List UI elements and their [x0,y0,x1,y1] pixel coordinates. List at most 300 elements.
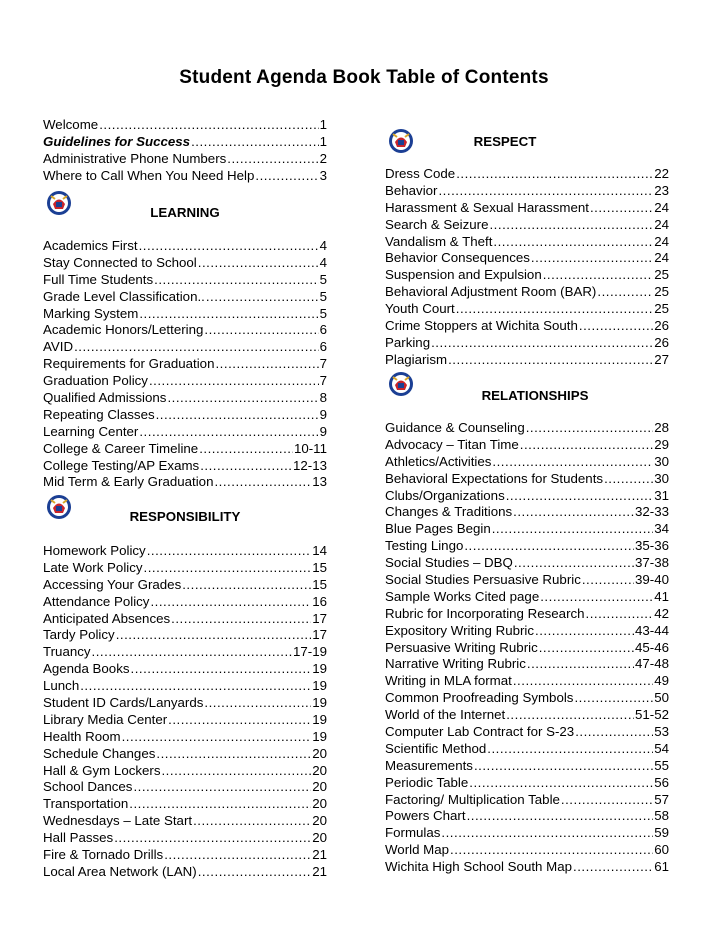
dot-leader [514,555,634,572]
dot-leader [199,441,293,458]
dot-leader [586,606,654,623]
toc-entry-label: Full Time Students [43,271,154,287]
dot-leader [492,454,653,471]
toc-entry-label: World Map [385,842,450,858]
dot-leader [214,474,311,491]
toc-entry [385,284,669,301]
toc-entry-page: 34 [654,521,669,537]
toc-entry [43,474,327,491]
toc-entry [385,589,669,606]
toc-entry [43,306,327,323]
toc-entry-page: 61 [654,859,669,875]
dot-leader [139,424,318,441]
toc-entry-page: 24 [654,216,669,232]
toc-entry [43,407,327,424]
dot-leader [543,267,653,284]
toc-entry-page: 20 [312,779,327,795]
toc-entry-page: 8 [319,390,327,406]
toc-entry-page: 1 [319,133,327,149]
toc-entry-label: Schedule Changes [43,745,156,761]
toc-entry-page: 19 [312,661,327,677]
toc-entry-page: 15 [312,576,327,592]
toc-entry [43,390,327,407]
toc-entry-page: 54 [654,740,669,756]
dot-leader [164,847,311,864]
toc-entry-label: Social Studies – DBQ [385,555,513,571]
toc-entry [43,151,327,168]
toc-entry-page: 13 [312,474,327,490]
toc-learning-list [43,238,327,491]
toc-entry [385,166,669,183]
toc-entry-label: Behavior Consequences [385,250,530,266]
toc-entry [385,673,669,690]
toc-entry [385,267,669,284]
toc-entry [43,594,327,611]
toc-entry-page: 5 [319,305,327,321]
toc-entry-page: 57 [654,791,669,807]
toc-entry [385,842,669,859]
dot-leader [182,577,311,594]
titan-emblem-icon [387,371,415,397]
dot-leader [489,217,653,234]
dot-leader [215,356,318,373]
toc-entry [43,830,327,847]
toc-entry [385,859,669,876]
toc-entry-page: 42 [654,605,669,621]
toc-entry-label: Tardy Policy [43,627,115,643]
toc-entry-label: Health Room [43,728,121,744]
toc-entry [385,623,669,640]
toc-entry [385,420,669,437]
toc-entry-page: 28 [654,420,669,435]
toc-entry-page: 50 [654,690,669,706]
toc-entry [43,796,327,813]
toc-entry [385,572,669,589]
toc-entry-label: Suspension and Expulsion [385,267,542,283]
dot-leader [206,289,319,306]
toc-entry-label: Qualified Admissions [43,390,167,406]
dot-leader [255,168,318,185]
section-title-responsibility: RESPONSIBILITY [129,509,241,524]
dot-leader [520,437,653,454]
dot-leader [539,640,634,657]
toc-entry [43,322,327,339]
dot-leader [139,306,318,323]
toc-entry-label: Periodic Table [385,774,469,790]
dot-leader [149,373,319,390]
dot-leader [171,611,311,628]
dot-leader [513,504,634,521]
toc-responsibility-list [43,543,327,881]
toc-entry-label: Testing Lingo [385,538,464,554]
toc-entry [385,200,669,217]
toc-entry-label: Stay Connected to School [43,254,197,270]
dot-leader [156,407,319,424]
dot-leader [150,594,311,611]
toc-entry-label: Anticipated Absences [43,610,171,626]
dot-leader [168,712,311,729]
dot-leader [526,420,653,437]
toc-entry-page: 19 [312,678,327,694]
toc-entry [43,577,327,594]
toc-entry-page: 7 [319,356,327,372]
toc-entry-page: 25 [654,301,669,317]
toc-entry-label: Administrative Phone Numbers [43,150,227,166]
toc-entry [43,441,327,458]
toc-intro-list [43,117,327,185]
dot-leader [492,521,653,538]
toc-entry [43,238,327,255]
toc-entry-label: Vandalism & Theft [385,233,493,249]
toc-entry-label: College Testing/AP Exams [43,457,200,473]
toc-entry [43,661,327,678]
toc-entry [385,775,669,792]
dot-leader [154,272,318,289]
dot-leader [456,301,653,318]
toc-entry [43,168,327,185]
toc-entry-label: Advocacy – Titan Time [385,436,519,452]
toc-relationships-list [385,420,669,876]
toc-entry-label: Social Studies Persuasive Rubric [385,572,581,588]
toc-entry-label: Sample Works Cited page [385,588,540,604]
dot-leader [133,779,311,796]
toc-entry-page: 24 [654,199,669,215]
toc-entry [385,437,669,454]
toc-entry [385,640,669,657]
toc-entry [43,356,327,373]
dot-leader [561,792,653,809]
toc-entry [385,792,669,809]
dot-leader [114,830,311,847]
dot-leader [441,825,653,842]
toc-entry-label: Truancy [43,644,91,660]
toc-entry-page: 19 [312,711,327,727]
toc-entry [385,825,669,842]
toc-entry [385,741,669,758]
dot-leader [604,471,653,488]
toc-entry [385,352,669,369]
toc-entry [43,373,327,390]
dot-leader [469,775,653,792]
toc-entry-label: Scientific Method [385,740,487,756]
toc-entry-page: 22 [654,166,669,181]
toc-respect-list [385,166,669,369]
toc-entry [385,488,669,505]
toc-entry-label: Crime Stoppers at Wichita South [385,318,578,334]
toc-entry-label: AVID [43,339,74,355]
toc-entry-label: Behavior [385,182,438,198]
toc-entry-page: 49 [654,673,669,689]
toc-entry-page: 9 [319,423,327,439]
toc-entry [385,183,669,200]
dot-leader [198,864,311,881]
toc-entry-label: Learning Center [43,423,139,439]
toc-entry-label: Writing in MLA format [385,673,512,689]
toc-entry-label: Hall & Gym Lockers [43,762,161,778]
toc-entry-page: 51-52 [634,707,669,723]
toc-entry [43,712,327,729]
toc-entry-label: School Dances [43,779,133,795]
toc-entry-label: Persuasive Writing Rubric [385,639,538,655]
dot-leader [531,250,653,267]
dot-leader [99,117,318,134]
section-title-respect: RESPECT [473,134,537,149]
toc-entry-page: 37-38 [634,555,669,571]
toc-entry [385,250,669,267]
toc-entry-page: 53 [654,724,669,740]
toc-entry-label: Library Media Center [43,711,168,727]
toc-entry [43,746,327,763]
toc-entry-label: Guidance & Counseling [385,420,525,435]
toc-entry [43,339,327,356]
toc-entry [385,758,669,775]
toc-entry-page: 19 [312,695,327,711]
toc-entry-label: Common Proofreading Symbols [385,690,574,706]
toc-entry [385,538,669,555]
toc-entry-label: Accessing Your Grades [43,576,182,592]
toc-entry-page: 6 [319,339,327,355]
dot-leader [167,390,318,407]
toc-entry-label: Graduation Policy [43,373,148,389]
dot-leader [122,729,312,746]
toc-entry-label: Mid Term & Early Graduation [43,474,214,490]
toc-entry-page: 31 [654,487,669,503]
page-title: Student Agenda Book Table of Contents [179,67,549,88]
toc-entry [385,301,669,318]
toc-entry-label: Plagiarism [385,351,448,367]
toc-entry-page: 20 [312,830,327,846]
dot-leader [493,234,653,251]
dot-leader [464,538,634,555]
toc-entry-label: Lunch [43,678,80,694]
dot-leader [116,627,312,644]
dot-leader [139,238,319,255]
toc-entry-label: Narrative Writing Rubric [385,656,526,672]
toc-entry-page: 27 [654,351,669,367]
toc-entry-label: Rubric for Incorporating Research [385,605,585,621]
toc-entry-label: Transportation [43,796,129,812]
toc-entry [385,707,669,724]
toc-entry-label: Blue Pages Begin [385,521,491,537]
toc-entry-page: 60 [654,842,669,858]
toc-entry [43,729,327,746]
toc-entry-page: 20 [312,762,327,778]
toc-entry [385,318,669,335]
toc-entry-page: 17-19 [292,644,327,660]
toc-entry-label: Harassment & Sexual Harassment [385,199,589,215]
toc-entry [43,678,327,695]
dot-leader [506,707,634,724]
toc-entry [43,424,327,441]
toc-entry-label: Attendance Policy [43,593,150,609]
toc-entry [43,644,327,661]
dot-leader [456,166,653,183]
toc-entry-page: 6 [319,322,327,338]
toc-entry-page: 58 [654,808,669,824]
toc-entry-page: 43-44 [634,622,669,638]
toc-entry-page: 15 [312,559,327,575]
dot-leader [582,572,634,589]
toc-entry [385,606,669,623]
toc-entry-label: Wichita High School South Map [385,859,572,875]
dot-leader [573,859,653,876]
toc-entry-page: 14 [312,543,327,558]
toc-entry [43,134,327,151]
toc-entry [43,560,327,577]
toc-entry [43,763,327,780]
toc-entry-label: Measurements [385,757,473,773]
dot-leader [540,589,653,606]
toc-entry-page: 35-36 [634,538,669,554]
dot-leader [506,488,653,505]
toc-entry-label: Computer Lab Contract for S-23 [385,724,575,740]
section-title-learning: LEARNING [150,205,220,220]
toc-entry-page: 56 [654,774,669,790]
dot-leader [193,813,311,830]
dot-leader [204,695,311,712]
toc-entry-label: Academic Honors/Lettering [43,322,204,338]
toc-entry-page: 55 [654,757,669,773]
dot-leader [131,661,312,678]
dot-leader [204,322,318,339]
dot-leader [513,673,653,690]
toc-entry-label: Late Work Policy [43,559,143,575]
toc-entry-label: Expository Writing Rubric [385,622,535,638]
dot-leader [198,255,319,272]
dot-leader [590,200,653,217]
toc-entry-label: Grade Level Classification.. [43,288,205,304]
toc-entry-label: Wednesdays – Late Start [43,813,193,829]
toc-entry [385,555,669,572]
toc-entry-page: 39-40 [634,572,669,588]
toc-entry [385,521,669,538]
toc-entry-page: 26 [654,318,669,334]
toc-entry-label: Academics First [43,238,138,253]
toc-entry-label: Welcome [43,117,99,132]
toc-entry-page: 2 [319,150,327,166]
toc-entry-page: 4 [319,254,327,270]
toc-entry-label: Requirements for Graduation [43,356,215,372]
toc-entry-page: 47-48 [634,656,669,672]
dot-leader [431,335,653,352]
dot-leader [527,656,634,673]
dot-leader [575,724,653,741]
dot-leader [129,796,311,813]
toc-entry-page: 32-33 [634,504,669,520]
toc-entry-page: 20 [312,745,327,761]
toc-entry-label: Dress Code [385,166,456,181]
toc-entry-page: 12-13 [292,457,327,473]
toc-entry-label: Marking System [43,305,139,321]
dot-leader [474,758,653,775]
toc-entry-page: 25 [654,284,669,300]
dot-leader [147,543,311,560]
toc-entry [43,272,327,289]
toc-entry-label: Agenda Books [43,661,130,677]
toc-entry [385,335,669,352]
toc-entry [43,611,327,628]
toc-entry-page: 16 [312,593,327,609]
toc-entry-page: 5 [319,288,327,304]
toc-entry-label: Repeating Classes [43,406,155,422]
toc-entry-page: 20 [312,796,327,812]
toc-entry-label: Fire & Tornado Drills [43,847,164,863]
toc-entry-label: Hall Passes [43,830,114,846]
dot-leader [144,560,312,577]
toc-entry-label: Changes & Traditions [385,504,513,520]
toc-entry-page: 5 [319,271,327,287]
toc-entry-label: World of the Internet [385,707,506,723]
toc-entry [43,255,327,272]
dot-leader [200,458,292,475]
toc-entry [43,289,327,306]
section-title-relationships: RELATIONSHIPS [481,388,589,403]
dot-leader [80,678,311,695]
toc-entry [43,117,327,134]
toc-entry-page: 41 [654,588,669,604]
toc-entry-page: 30 [654,453,669,469]
dot-leader [450,842,653,859]
toc-entry-page: 24 [654,250,669,266]
toc-entry [385,808,669,825]
toc-entry [385,724,669,741]
toc-entry [43,695,327,712]
dot-leader [156,746,311,763]
dot-leader [579,318,653,335]
toc-entry-page: 25 [654,267,669,283]
toc-entry-label: Youth Court [385,301,455,317]
toc-entry [43,847,327,864]
toc-entry-page: 21 [312,847,327,863]
dot-leader [487,741,653,758]
toc-entry-label: Student ID Cards/Lanyards [43,695,204,711]
toc-entry-label: College & Career Timeline [43,440,199,456]
toc-entry-label: Factoring/ Multiplication Table [385,791,560,807]
toc-entry [385,690,669,707]
toc-entry-page: 1 [319,117,327,132]
toc-entry-page: 9 [319,406,327,422]
dot-leader [467,808,654,825]
toc-entry-page: 19 [312,728,327,744]
toc-entry-label: Athletics/Activities [385,453,492,469]
toc-entry [385,217,669,234]
toc-entry [43,779,327,796]
dot-leader [92,644,292,661]
toc-entry [385,471,669,488]
toc-entry-page: 59 [654,825,669,841]
dot-leader [191,134,319,151]
toc-entry [385,504,669,521]
toc-entry-label: Behavioral Adjustment Room (BAR) [385,284,597,300]
dot-leader [227,151,318,168]
toc-entry [385,454,669,471]
dot-leader [161,763,311,780]
toc-entry-page: 23 [654,182,669,198]
dot-leader [535,623,634,640]
toc-entry-page: 10-11 [293,440,327,456]
dot-leader [574,690,653,707]
toc-entry-label: Where to Call When You Need Help [43,167,255,183]
dot-leader [438,183,653,200]
toc-entry-label: Homework Policy [43,543,146,558]
dot-leader [597,284,653,301]
toc-entry [43,864,327,881]
toc-entry-page: 17 [312,610,327,626]
toc-entry [43,627,327,644]
toc-entry-page: 7 [319,373,327,389]
toc-entry-page: 3 [319,167,327,183]
toc-entry-label: Formulas [385,825,441,841]
